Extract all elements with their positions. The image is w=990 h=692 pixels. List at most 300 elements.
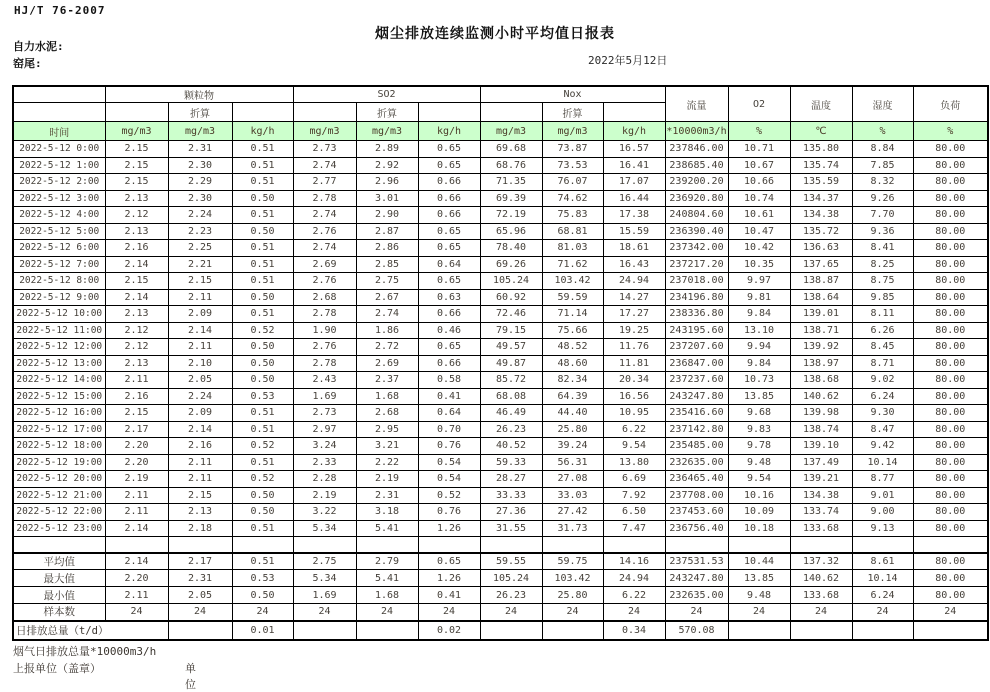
value-cell: 72.19: [480, 207, 542, 224]
value-cell: 243247.80: [665, 388, 728, 405]
value-cell: 0.50: [232, 504, 293, 521]
header-unit-row: [13, 122, 988, 141]
value-cell: 60.92: [480, 289, 542, 306]
value-cell: 138.68: [790, 372, 852, 389]
value-cell: 239200.20: [665, 174, 728, 191]
value-cell: 26.23: [480, 421, 542, 438]
summary-value-cell: 9.48: [728, 587, 790, 604]
corner-cell-2: [13, 103, 105, 122]
summary-value-cell: 24: [665, 604, 728, 621]
value-cell: 237342.00: [665, 240, 728, 257]
value-cell: 80.00: [913, 339, 988, 356]
time-cell: 2022-5-12 7:00: [13, 256, 105, 273]
summary-value-cell: 24: [293, 604, 356, 621]
summary-value-cell: 5.41: [356, 570, 418, 587]
time-cell: 2022-5-12 22:00: [13, 504, 105, 521]
table-row: [13, 207, 988, 224]
daily-total-value-cell: [480, 621, 542, 640]
report-date: 2022年5月12日: [588, 54, 668, 67]
value-cell: 0.50: [232, 339, 293, 356]
value-cell: 0.41: [418, 388, 480, 405]
summary-value-cell: 2.05: [168, 587, 232, 604]
value-cell: 2.11: [105, 372, 168, 389]
empty-cell: [728, 537, 790, 553]
sub-header-converted-so2: 折算: [356, 103, 418, 122]
value-cell: 69.39: [480, 190, 542, 207]
value-cell: 65.96: [480, 223, 542, 240]
value-cell: 2.14: [105, 256, 168, 273]
value-cell: 0.76: [418, 504, 480, 521]
summary-value-cell: 8.61: [852, 553, 913, 570]
value-cell: 10.47: [728, 223, 790, 240]
summary-value-cell: 24: [852, 604, 913, 621]
value-cell: 71.14: [542, 306, 603, 323]
value-cell: 8.71: [852, 355, 913, 372]
summary-row: [13, 570, 988, 587]
value-cell: 0.52: [232, 471, 293, 488]
value-cell: 27.36: [480, 504, 542, 521]
value-cell: 13.10: [728, 322, 790, 339]
value-cell: 237237.60: [665, 372, 728, 389]
table-row: [13, 289, 988, 306]
value-cell: 2.11: [105, 504, 168, 521]
summary-value-cell: 59.75: [542, 553, 603, 570]
value-cell: 9.42: [852, 438, 913, 455]
summary-value-cell: 0.65: [418, 553, 480, 570]
time-cell: 2022-5-12 5:00: [13, 223, 105, 240]
unit-cell: mg/m3: [293, 122, 356, 141]
table-row: [13, 471, 988, 488]
value-cell: 0.46: [418, 322, 480, 339]
value-cell: 20.34: [603, 372, 665, 389]
summary-value-cell: 2.11: [105, 587, 168, 604]
value-cell: 2.15: [168, 273, 232, 290]
value-cell: 0.51: [232, 421, 293, 438]
value-cell: 80.00: [913, 174, 988, 191]
value-cell: 10.73: [728, 372, 790, 389]
value-cell: 1.86: [356, 322, 418, 339]
value-cell: 137.49: [790, 454, 852, 471]
value-cell: 59.59: [542, 289, 603, 306]
value-cell: 138.74: [790, 421, 852, 438]
value-cell: 103.42: [542, 273, 603, 290]
value-cell: 237207.60: [665, 339, 728, 356]
value-cell: 0.51: [232, 454, 293, 471]
value-cell: 80.00: [913, 141, 988, 158]
empty-cell: [913, 537, 988, 553]
value-cell: 80.00: [913, 157, 988, 174]
value-cell: 0.51: [232, 157, 293, 174]
value-cell: 2.74: [356, 306, 418, 323]
sub-header-empty: [232, 103, 293, 122]
value-cell: 10.71: [728, 141, 790, 158]
value-cell: 2.14: [105, 289, 168, 306]
value-cell: 2.12: [105, 322, 168, 339]
value-cell: 2.74: [293, 240, 356, 257]
value-cell: 33.33: [480, 487, 542, 504]
value-cell: 9.84: [728, 306, 790, 323]
summary-value-cell: 10.44: [728, 553, 790, 570]
value-cell: 237142.80: [665, 421, 728, 438]
value-cell: 2.15: [168, 487, 232, 504]
value-cell: 0.50: [232, 190, 293, 207]
value-cell: 0.50: [232, 487, 293, 504]
time-cell: 2022-5-12 21:00: [13, 487, 105, 504]
table-row: [13, 372, 988, 389]
value-cell: 71.35: [480, 174, 542, 191]
value-cell: 2.85: [356, 256, 418, 273]
value-cell: 0.52: [232, 322, 293, 339]
summary-value-cell: 5.34: [293, 570, 356, 587]
col-header-load: 负荷: [913, 86, 988, 122]
value-cell: 80.00: [913, 487, 988, 504]
summary-value-cell: 24: [105, 604, 168, 621]
summary-value-cell: 24: [356, 604, 418, 621]
value-cell: 9.48: [728, 454, 790, 471]
value-cell: 80.00: [913, 306, 988, 323]
summary-value-cell: 24: [232, 604, 293, 621]
table-row: [13, 355, 988, 372]
value-cell: 2.31: [168, 141, 232, 158]
value-cell: 238685.40: [665, 157, 728, 174]
value-cell: 80.00: [913, 504, 988, 521]
value-cell: 9.02: [852, 372, 913, 389]
value-cell: 235485.00: [665, 438, 728, 455]
value-cell: 2.16: [105, 240, 168, 257]
sub-header-empty: [603, 103, 665, 122]
footer-report-unit: [13, 660, 196, 691]
value-cell: 134.38: [790, 487, 852, 504]
value-cell: 10.14: [852, 454, 913, 471]
daily-total-value-cell: [168, 621, 232, 640]
table-row: [13, 157, 988, 174]
value-cell: 9.01: [852, 487, 913, 504]
value-cell: 17.07: [603, 174, 665, 191]
value-cell: 138.71: [790, 322, 852, 339]
value-cell: 80.00: [913, 454, 988, 471]
value-cell: 40.52: [480, 438, 542, 455]
value-cell: 2.09: [168, 306, 232, 323]
daily-total-value-cell: [356, 621, 418, 640]
value-cell: 9.54: [603, 438, 665, 455]
table-row: [13, 438, 988, 455]
value-cell: 0.50: [232, 355, 293, 372]
value-cell: 48.60: [542, 355, 603, 372]
value-cell: 105.24: [480, 273, 542, 290]
flue-gas-total-note: 烟气日排放总量*10000m3/h: [13, 645, 157, 658]
time-cell: 2022-5-12 4:00: [13, 207, 105, 224]
value-cell: 139.21: [790, 471, 852, 488]
value-cell: 1.26: [418, 520, 480, 537]
value-cell: 80.00: [913, 421, 988, 438]
time-cell: 2022-5-12 9:00: [13, 289, 105, 306]
value-cell: 6.69: [603, 471, 665, 488]
summary-value-cell: 1.68: [356, 587, 418, 604]
time-cell: 2022-5-12 16:00: [13, 405, 105, 422]
value-cell: 24.94: [603, 273, 665, 290]
summary-value-cell: 24: [913, 604, 988, 621]
summary-row: [13, 553, 988, 570]
value-cell: 5.41: [356, 520, 418, 537]
value-cell: 14.27: [603, 289, 665, 306]
summary-value-cell: 1.69: [293, 587, 356, 604]
empty-cell: [418, 537, 480, 553]
value-cell: 80.00: [913, 438, 988, 455]
value-cell: 2.69: [293, 256, 356, 273]
value-cell: 59.33: [480, 454, 542, 471]
daily-total-value-cell: [728, 621, 790, 640]
value-cell: 80.00: [913, 207, 988, 224]
value-cell: 7.47: [603, 520, 665, 537]
value-cell: 0.76: [418, 438, 480, 455]
value-cell: 2.16: [105, 388, 168, 405]
value-cell: 13.85: [728, 388, 790, 405]
value-cell: 2.68: [356, 405, 418, 422]
value-cell: 16.56: [603, 388, 665, 405]
value-cell: 236390.40: [665, 223, 728, 240]
value-cell: 140.62: [790, 388, 852, 405]
standard-code: HJ/T 76-2007: [14, 4, 106, 17]
value-cell: 2.78: [293, 355, 356, 372]
value-cell: 2.20: [105, 454, 168, 471]
value-cell: 0.51: [232, 520, 293, 537]
value-cell: 2.30: [168, 157, 232, 174]
value-cell: 9.78: [728, 438, 790, 455]
value-cell: 135.80: [790, 141, 852, 158]
value-cell: 9.30: [852, 405, 913, 422]
sub-header-empty: [293, 103, 356, 122]
value-cell: 3.22: [293, 504, 356, 521]
value-cell: 2.12: [105, 207, 168, 224]
value-cell: 2.25: [168, 240, 232, 257]
value-cell: 8.25: [852, 256, 913, 273]
value-cell: 31.73: [542, 520, 603, 537]
value-cell: 2.78: [293, 306, 356, 323]
table-row: [13, 256, 988, 273]
empty-cell: [105, 537, 168, 553]
value-cell: 2.86: [356, 240, 418, 257]
value-cell: 2.87: [356, 223, 418, 240]
value-cell: 75.83: [542, 207, 603, 224]
value-cell: 2.21: [168, 256, 232, 273]
col-header-humidity: 湿度: [852, 86, 913, 122]
value-cell: 9.36: [852, 223, 913, 240]
value-cell: 2.73: [293, 405, 356, 422]
value-cell: 2.15: [105, 405, 168, 422]
empty-cell: [293, 537, 356, 553]
value-cell: 49.57: [480, 339, 542, 356]
page-title: 烟尘排放连续监测小时平均值日报表: [375, 26, 615, 42]
summary-value-cell: 24: [542, 604, 603, 621]
value-cell: 138.87: [790, 273, 852, 290]
value-cell: 73.53: [542, 157, 603, 174]
value-cell: 2.24: [168, 388, 232, 405]
value-cell: 8.32: [852, 174, 913, 191]
value-cell: 6.26: [852, 322, 913, 339]
summary-value-cell: 24: [168, 604, 232, 621]
value-cell: 2.28: [293, 471, 356, 488]
table-row: [13, 223, 988, 240]
value-cell: 80.00: [913, 520, 988, 537]
value-cell: 10.61: [728, 207, 790, 224]
time-cell: 2022-5-12 14:00: [13, 372, 105, 389]
value-cell: 136.63: [790, 240, 852, 257]
empty-cell: [356, 537, 418, 553]
value-cell: 1.68: [356, 388, 418, 405]
value-cell: 235416.60: [665, 405, 728, 422]
summary-value-cell: 6.24: [852, 587, 913, 604]
value-cell: 76.07: [542, 174, 603, 191]
value-cell: 46.49: [480, 405, 542, 422]
value-cell: 138.97: [790, 355, 852, 372]
sub-header-empty: [418, 103, 480, 122]
value-cell: 0.66: [418, 355, 480, 372]
value-cell: 0.54: [418, 454, 480, 471]
value-cell: 8.11: [852, 306, 913, 323]
sub-header-empty: [105, 103, 168, 122]
value-cell: 74.62: [542, 190, 603, 207]
unit-cell: kg/h: [603, 122, 665, 141]
value-cell: 2.78: [293, 190, 356, 207]
value-cell: 240804.60: [665, 207, 728, 224]
value-cell: 16.43: [603, 256, 665, 273]
value-cell: 0.50: [232, 289, 293, 306]
value-cell: 2.13: [105, 306, 168, 323]
value-cell: 8.41: [852, 240, 913, 257]
daily-total-value-cell: [852, 621, 913, 640]
value-cell: 2.13: [105, 190, 168, 207]
value-cell: 2.09: [168, 405, 232, 422]
summary-row: [13, 587, 988, 604]
summary-label-cell: 样本数: [13, 604, 105, 621]
summary-value-cell: 24: [790, 604, 852, 621]
summary-value-cell: 243247.80: [665, 570, 728, 587]
value-cell: 3.01: [356, 190, 418, 207]
time-cell: 2022-5-12 18:00: [13, 438, 105, 455]
table-row: [13, 388, 988, 405]
value-cell: 78.40: [480, 240, 542, 257]
value-cell: 0.51: [232, 405, 293, 422]
value-cell: 2.05: [168, 372, 232, 389]
value-cell: 0.52: [418, 487, 480, 504]
value-cell: 0.66: [418, 207, 480, 224]
value-cell: 3.18: [356, 504, 418, 521]
value-cell: 10.18: [728, 520, 790, 537]
daily-total-row: [13, 621, 988, 640]
value-cell: 7.70: [852, 207, 913, 224]
summary-value-cell: 13.85: [728, 570, 790, 587]
unit-label: 单位: [185, 662, 196, 691]
value-cell: 80.00: [913, 273, 988, 290]
value-cell: 0.51: [232, 207, 293, 224]
summary-value-cell: 59.55: [480, 553, 542, 570]
value-cell: 8.75: [852, 273, 913, 290]
value-cell: 80.00: [913, 223, 988, 240]
summary-value-cell: 1.26: [418, 570, 480, 587]
summary-row: [13, 604, 988, 621]
value-cell: 10.42: [728, 240, 790, 257]
time-cell: 2022-5-12 15:00: [13, 388, 105, 405]
unit-cell: %: [728, 122, 790, 141]
col-header-o2: O2: [728, 86, 790, 122]
summary-label-cell: 平均值: [13, 553, 105, 570]
summary-value-cell: 0.50: [232, 587, 293, 604]
header-group-row: [13, 86, 988, 103]
value-cell: 10.74: [728, 190, 790, 207]
value-cell: 18.61: [603, 240, 665, 257]
value-cell: 72.46: [480, 306, 542, 323]
summary-value-cell: 103.42: [542, 570, 603, 587]
value-cell: 2.30: [168, 190, 232, 207]
value-cell: 2.69: [356, 355, 418, 372]
value-cell: 27.08: [542, 471, 603, 488]
value-cell: 243195.60: [665, 322, 728, 339]
value-cell: 2.43: [293, 372, 356, 389]
value-cell: 2.13: [105, 355, 168, 372]
value-cell: 2.73: [293, 141, 356, 158]
value-cell: 2.14: [105, 520, 168, 537]
value-cell: 2.22: [356, 454, 418, 471]
summary-value-cell: 105.24: [480, 570, 542, 587]
value-cell: 80.00: [913, 322, 988, 339]
value-cell: 0.65: [418, 240, 480, 257]
value-cell: 236465.40: [665, 471, 728, 488]
table-row: [13, 240, 988, 257]
value-cell: 9.81: [728, 289, 790, 306]
value-cell: 238336.80: [665, 306, 728, 323]
report-unit-label: 上报单位（盖章）: [13, 662, 101, 675]
sub-header-empty: [480, 103, 542, 122]
value-cell: 133.74: [790, 504, 852, 521]
summary-label-cell: 最大值: [13, 570, 105, 587]
value-cell: 2.97: [293, 421, 356, 438]
company-name: 自力水泥:: [13, 40, 64, 53]
time-cell: 2022-5-12 2:00: [13, 174, 105, 191]
monitor-point: 窑尾:: [13, 57, 42, 70]
value-cell: 2.72: [356, 339, 418, 356]
value-cell: 2.76: [293, 223, 356, 240]
value-cell: 0.51: [232, 256, 293, 273]
value-cell: 10.66: [728, 174, 790, 191]
value-cell: 11.81: [603, 355, 665, 372]
value-cell: 139.01: [790, 306, 852, 323]
value-cell: 9.26: [852, 190, 913, 207]
value-cell: 237217.20: [665, 256, 728, 273]
summary-value-cell: 2.79: [356, 553, 418, 570]
value-cell: 0.65: [418, 273, 480, 290]
value-cell: 2.15: [105, 174, 168, 191]
value-cell: 48.52: [542, 339, 603, 356]
value-cell: 80.00: [913, 289, 988, 306]
value-cell: 15.59: [603, 223, 665, 240]
table-row: [13, 306, 988, 323]
value-cell: 2.76: [293, 273, 356, 290]
value-cell: 9.84: [728, 355, 790, 372]
value-cell: 39.24: [542, 438, 603, 455]
value-cell: 2.15: [105, 141, 168, 158]
value-cell: 9.85: [852, 289, 913, 306]
summary-value-cell: 2.14: [105, 553, 168, 570]
table-row: [13, 504, 988, 521]
daily-total-label-cell: 日排放总量（t/d）: [13, 621, 168, 640]
value-cell: 0.50: [232, 372, 293, 389]
value-cell: 31.55: [480, 520, 542, 537]
daily-total-value-cell: [293, 621, 356, 640]
group-header-nox: Nox: [480, 86, 665, 103]
table-row: [13, 405, 988, 422]
value-cell: 80.00: [913, 240, 988, 257]
value-cell: 0.66: [418, 174, 480, 191]
